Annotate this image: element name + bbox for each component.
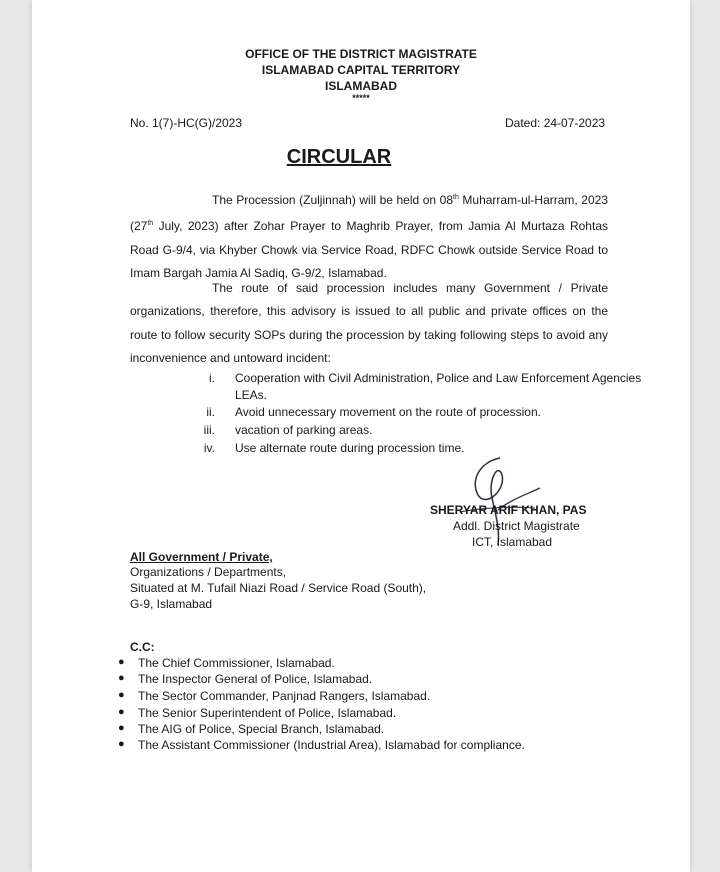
step-text: Cooperation with Civil Administration, Police and Law Enforcement Agencies: [235, 371, 642, 385]
cc-item: The Chief Commissioner, Islamabad.: [138, 656, 335, 670]
step-text: Avoid unnecessary movement on the route of procession.: [235, 405, 541, 419]
cc-item: The AIG of Police, Special Branch, Islamabad.: [138, 722, 385, 736]
header-office: OFFICE OF THE DISTRICT MAGISTRATE: [245, 47, 477, 61]
cc-item: The Sector Commander, Panjnad Rangers, Islamabad.: [138, 689, 431, 703]
bullet-icon: ●: [118, 706, 125, 718]
date: Dated: 24-07-2023: [505, 116, 606, 130]
step-text-cont: LEAs.: [235, 388, 268, 402]
addressee-line: G-9, Islamabad: [130, 597, 213, 611]
header-territory: ISLAMABAD CAPITAL TERRITORY: [261, 63, 461, 77]
bullet-icon: ●: [118, 689, 125, 701]
header-city: ISLAMABAD: [325, 79, 397, 93]
addressee-heading: All Government / Private,: [130, 550, 273, 564]
bullet-icon: ●: [118, 738, 125, 750]
addressee-line: Organizations / Departments,: [130, 565, 287, 579]
cc-item: The Inspector General of Police, Islamabad.: [138, 672, 373, 686]
circular-title: CIRCULAR: [286, 146, 392, 168]
paragraph-advisory: The route of said procession includes many Government / Private organizations, therefore, this advisory is issued to all public and private offices on the route to follow security SOPs during the procession by taking following steps to avoid any inconvenience and untoward incident:: [130, 281, 608, 365]
step-text: vacation of parking areas.: [235, 423, 373, 437]
step-text: Use alternate route during procession time.: [235, 441, 465, 455]
bullet-icon: ●: [118, 722, 125, 734]
addressee-line: Situated at M. Tufail Niazi Road / Service Road (South),: [130, 581, 427, 595]
bullet-icon: ●: [118, 656, 125, 668]
cc-item: The Assistant Commissioner (Industrial Area), Islamabad for compliance.: [138, 738, 525, 752]
cc-item: The Senior Superintendent of Police, Islamabad.: [138, 706, 397, 720]
signatory-office: ICT, Islamabad: [472, 535, 553, 549]
paragraph-procession: The Procession (Zuljinnah) will be held on 08th Muharram-ul-Harram, 2023 (27th July, 2023) after Zohar Prayer to Maghrib Prayer, from Jamia Al Murtaza Rohtas Road G-9/4, via Khyber Chowk via Service Road, RDFC Chowk outside Service Road to Imam Bargah Jamia Al Sadiq, G-9/2, Islamabad.: [130, 193, 608, 280]
bullet-icon: ●: [118, 672, 125, 684]
cc-heading: C.C:: [130, 640, 155, 654]
signatory-designation: Addl. District Magistrate: [453, 519, 580, 533]
signatory-name: SHERYAR ARIF KHAN, PAS: [430, 503, 587, 517]
reference-number: No. 1(7)-HC(G)/2023: [130, 116, 243, 130]
header-stars: *****: [352, 93, 370, 103]
